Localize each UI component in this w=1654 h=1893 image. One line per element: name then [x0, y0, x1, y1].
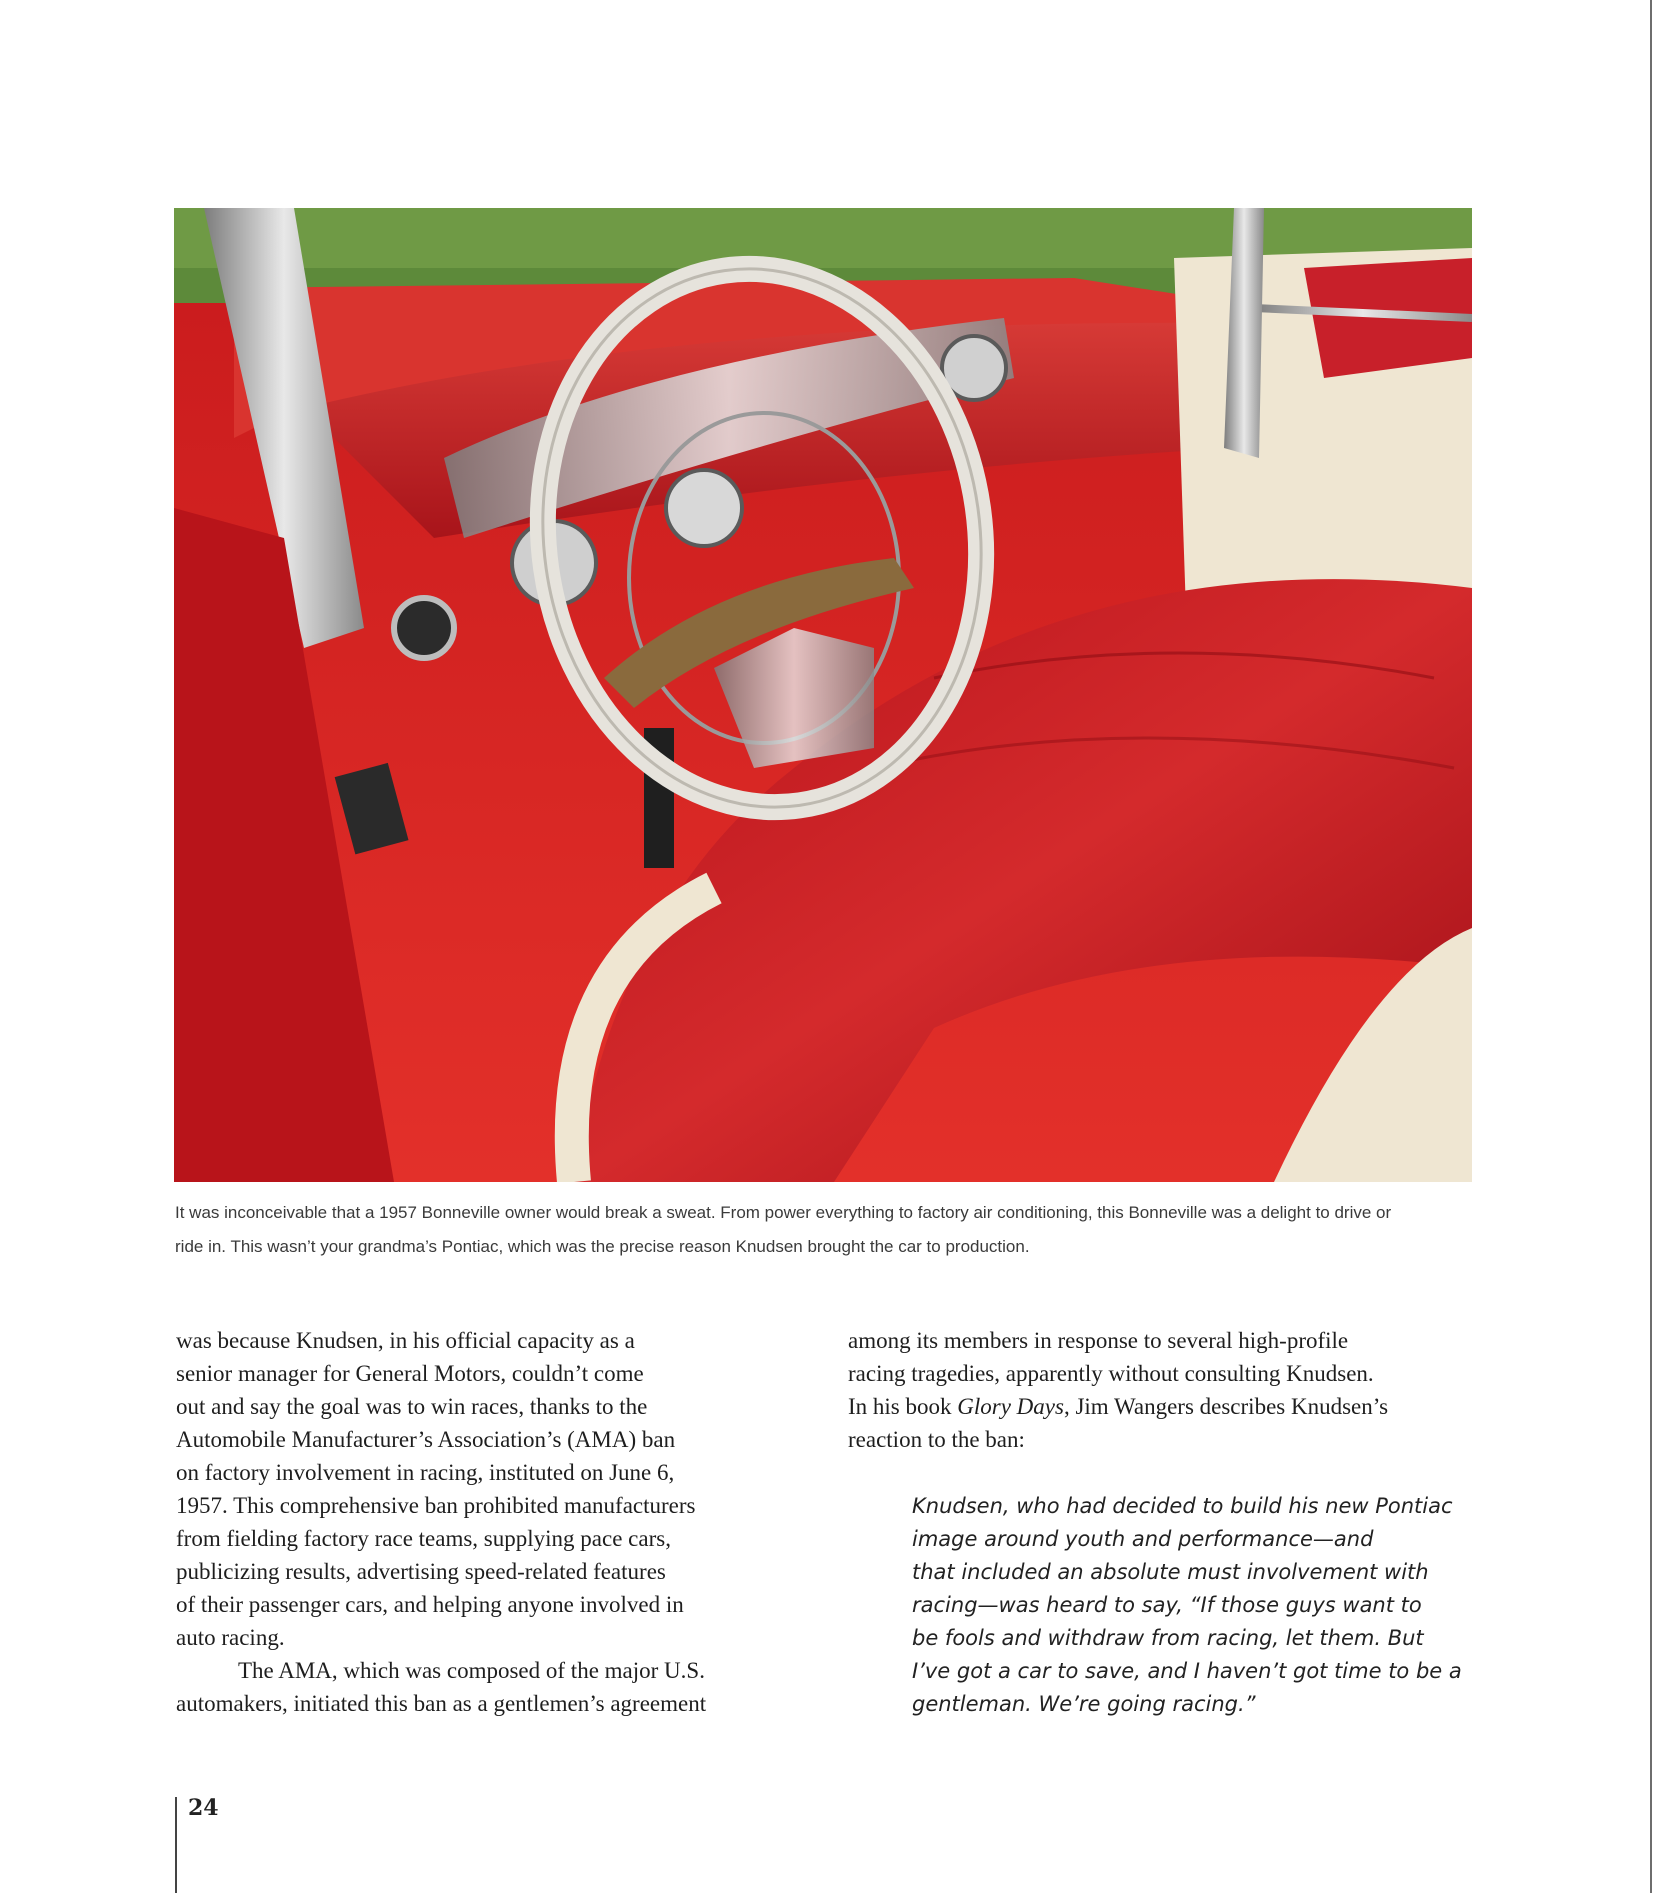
right-text-column [848, 1324, 1478, 1456]
photo-caption [175, 1196, 1475, 1264]
car-interior-illustration [174, 208, 1472, 1182]
block-quote [912, 1490, 1472, 1721]
text-line: on factory involvement in racing, instituted on June 6, [176, 1460, 675, 1485]
text-line: racing tragedies, apparently without consulting Knudsen. [848, 1361, 1374, 1386]
text-run: In his book [848, 1394, 958, 1419]
text-line: among its members in response to several high-profile [848, 1328, 1349, 1353]
left-text-column [176, 1324, 801, 1720]
text-run: , Jim Wangers describes Knudsen’s [1063, 1394, 1389, 1419]
quote-line: that included an absolute must involvement with [912, 1560, 1429, 1584]
text-line: Automobile Manufacturer’s Association’s (AMA) ban [176, 1427, 676, 1452]
gauge-center [666, 470, 742, 546]
text-line: of their passenger cars, and helping anyone involved in [176, 1592, 684, 1617]
text-line: The AMA, which was composed of the major U.S. [238, 1658, 705, 1683]
paragraph-2 [176, 1654, 801, 1720]
quote-line: racing—was heard to say, “If those guys want to [912, 1593, 1422, 1617]
book-title: Glory Days [957, 1394, 1064, 1419]
quote-line: I’ve got a car to save, and I haven’t got time to be a [912, 1659, 1462, 1683]
text-line: 1957. This comprehensive ban prohibited manufacturers [176, 1493, 696, 1518]
text-line: was because Knudsen, in his official capacity as a [176, 1328, 635, 1353]
air-vent [394, 598, 454, 658]
page-edge-rule [1650, 0, 1652, 1893]
caption-line-2: ride in. This wasn’t your grandma’s Pontiac, which was the precise reason Knudsen brought the car to production. [175, 1237, 1030, 1256]
paragraph-3 [848, 1324, 1478, 1456]
caption-line-1: It was inconceivable that a 1957 Bonneville owner would break a sweat. From power everything to factory air conditioning, this Bonneville was a delight to drive or [175, 1203, 1392, 1222]
paragraph-1 [176, 1324, 801, 1654]
quote-line: image around youth and performance—and [912, 1527, 1374, 1551]
text-line: from fielding factory race teams, supplying pace cars, [176, 1526, 671, 1551]
text-line: publicizing results, advertising speed-related features [176, 1559, 666, 1584]
text-line: senior manager for General Motors, couldn’t come [176, 1361, 644, 1386]
car-interior-photo [174, 208, 1472, 1182]
quote-line: be fools and withdraw from racing, let them. But [912, 1626, 1424, 1650]
page-number-rule [175, 1797, 177, 1893]
quote-line: Knudsen, who had decided to build his new Pontiac [912, 1494, 1453, 1518]
text-line: auto racing. [176, 1625, 285, 1650]
page-number: 24 [188, 1795, 219, 1821]
quote-line: gentleman. We’re going racing.” [912, 1692, 1256, 1716]
text-line: automakers, initiated this ban as a gentlemen’s agreement [176, 1691, 707, 1716]
text-line [848, 1390, 1478, 1423]
text-line: out and say the goal was to win races, thanks to the [176, 1394, 648, 1419]
text-line: reaction to the ban: [848, 1427, 1025, 1452]
